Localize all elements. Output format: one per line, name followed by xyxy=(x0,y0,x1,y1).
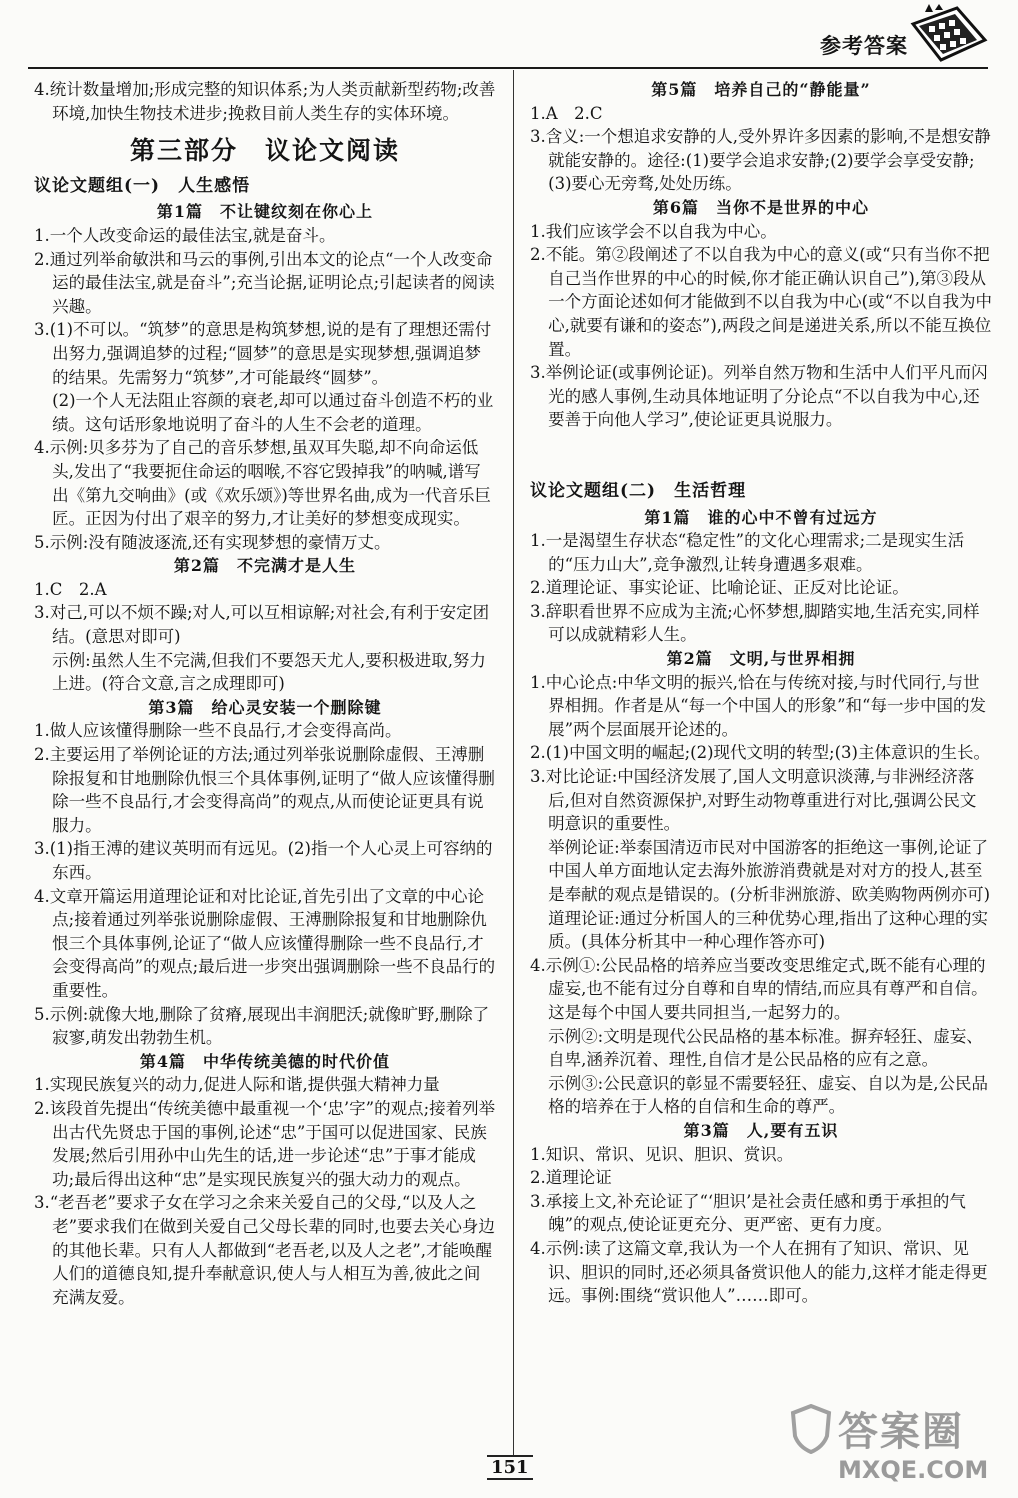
answer-item: 3.“老吾老”要求子女在学习之余来关爱自己的父母,“以及人之老”要求我们在做到关爱自己父母长辈的同时,也要去关心身边的其他长辈。只有人人都做到“老吾老,以及人之老”,才能唤醒人们的道德良知,提升奉献意识,使人与人相互为善,彼此之间充满友爱。 xyxy=(34,1193,495,1307)
article-title: 第3篇 人,要有五识 xyxy=(683,1120,839,1140)
answer-subitem: 示例:虽然人生不完满,但我们不要怨天尤人,要积极进取,努力上进。(符合文意,言之成理即可) xyxy=(52,650,486,694)
answer-item: 1.做人应该懂得删除一些不良品行,才会变得高尚。 xyxy=(34,721,402,741)
article-title: 第2篇 不完满才是人生 xyxy=(173,556,357,576)
answer-subitem: (2)一个人无法阻止容颜的衰老,却可以通过奋斗创造不朽的业绩。这句话形象地说明了奋斗的人生不会老的道理。 xyxy=(52,391,494,434)
answer-item: 3.对比论证:中国经济发展了,国人文明意识淡薄,与非洲经济落后,但对自然资源保护,对野生动物尊重进行对比,强调公民文明意识的重要性。 xyxy=(530,767,977,834)
answer-item: 5.示例:没有随波逐流,还有实现梦想的豪情万丈。 xyxy=(34,532,391,552)
answer-item: 3.(1)指王溥的建议英明而有远见。(2)指一个人心灵上可容纳的东西。 xyxy=(34,839,493,882)
answer-item: 2.(1)中国文明的崛起;(2)现代文明的转型;(3)主体意识的生长。 xyxy=(530,743,990,763)
answer-item: 2.不能。第②段阐述了不以自我为中心的意义(或“只有当你不把自己当作世界的中心的时候,你才能正确认识自己”),第③段从一个方面论述如何才能做到不以自我为中心(或“不以自我为中心,就要有谦和的姿态”),两段之间是递进关系,所以不能互换位置。 xyxy=(530,245,993,359)
answer-subitem: 举例论证:举泰国清迈市民对中国游客的拒绝这一事例,论证了中国人单方面地认定去海外旅游消费就是对对方的投人,甚至是奉献的观点是错误的。(分析非洲旅游、欧美购物两例亦可) xyxy=(548,837,991,904)
answer-item: 2.该段首先提出“传统美德中最重视一个‘忠’字”的观点;接着列举出古代先贤忠于国的事例,论述“忠”于国可以促进国家、民族发展;然后引用孙中山先生的话,进一步论述“忠”于事才能成功;最后得出这种“忠”是实现民族复兴的强大动力的观点。 xyxy=(34,1098,496,1189)
part-title: 第三部分 议论文阅读 xyxy=(129,136,400,166)
group-title: 议论文题组(二) 生活哲理 xyxy=(530,480,747,501)
spacer xyxy=(530,432,992,472)
answer-item: 5.示例:就像大地,删除了贫瘠,展现出丰润肥沃;就像旷野,删除了寂寥,萌发出勃勃生机。 xyxy=(34,1004,490,1048)
answer-item: 1.实现民族复兴的动力,促进人际和谐,提供强大精神力量 xyxy=(34,1075,440,1095)
left-column xyxy=(34,78,496,1309)
answer-item: 4.示例:贝多芬为了自己的音乐梦想,虽双耳失聪,却不向命运低头,发出了“我要扼住命运的咽喉,不容它毁掉我”的呐喊,谱写出《第九交响曲》(或《欢乐颂》)等世界名曲,成为一代音乐巨匠。正因为付出了艰辛的努力,才让美好的梦想变成现实。 xyxy=(34,438,492,529)
answer-item: 2.道理论证 xyxy=(530,1168,612,1188)
watermark xyxy=(790,1400,1010,1495)
answer-item: 1.我们应该学会不以自我为中心。 xyxy=(530,221,777,241)
column-divider xyxy=(513,70,514,1455)
page-number: 151 xyxy=(487,1455,533,1480)
header-title: 参考答案 xyxy=(820,33,908,58)
answer-item: 2.道理论证、事实论证、比喻论证、正反对比论证。 xyxy=(530,578,909,598)
group-title: 议论文题组(一) 人生感悟 xyxy=(34,175,251,196)
answer-item: 3.举例论证(或事例论证)。列举自然万物和生活中人们平凡而闪光的感人事例,生动具体地证明了分论点“不以自我为中心,还要善于向他人学习”,使论证更具说服力。 xyxy=(530,363,988,430)
answer-item: 2.通过列举俞敏洪和马云的事例,引出本文的论点“一个人改变命运的最佳法宝,就是奋斗”;充当论据,证明论点;引起读者的阅读兴趣。 xyxy=(34,249,495,316)
article-title: 第3篇 给心灵安装一个删除键 xyxy=(148,697,382,717)
answer-item: 4.示例①:公民品格的培养应当要改变思维定式,既不能有心理的虚妄,也不能有过分自尊和自卑的情结,而应具有尊严和自信。这是每个中国人要共同担当,一起努力的。 xyxy=(530,955,988,1022)
article-title: 第1篇 不让键纹刻在你心上 xyxy=(156,202,374,222)
shield-icon xyxy=(790,1404,832,1454)
answer-item: 2.主要运用了举例论证的方法;通过列举张说删除虚假、王溥删除报复和甘地删除仇恨三个具体事例,证明了“做人应该懂得删除一些不良品行,才会变得高尚”的观点,从而使论证更具有说服力。 xyxy=(34,745,495,835)
article-title: 第4篇 中华传统美德的时代价值 xyxy=(139,1051,391,1071)
answer-subitem: 示例③:公民意识的彰显不需要轻狂、虚妄、自以为是,公民品格的培养在于人格的自信和生命的尊严。 xyxy=(548,1073,988,1117)
book-logo-icon xyxy=(905,4,989,66)
answer-item: 4.文章开篇运用道理论证和对比论证,首先引出了文章的中心论点;接着通过列举张说删除虚假、王溥删除报复和甘地删除仇恨三个具体事例,论证了“做人应该懂得删除一些不良品行,才会变得高尚”的观点;最后进一步突出强调删除一些不良品行的重要性。 xyxy=(34,886,496,1000)
article-title: 第5篇 培养自己的“静能量” xyxy=(651,80,871,99)
answer-item: 3.对己,可以不烦不躁;对人,可以互相谅解;对社会,有利于安定团结。(意思对即可) xyxy=(34,603,490,647)
answer-item: 1.一个人改变命运的最佳法宝,就是奋斗。 xyxy=(34,225,336,245)
answer-subitem: 道理论证:通过分析国人的三种优势心理,指出了这种心理的实质。(具体分析其中一种心理作答亦可) xyxy=(548,908,988,952)
answer-item: 3.辞职看世界不应成为主流;心怀梦想,脚踏实地,生活充实,同样可以成就精彩人生。 xyxy=(530,601,980,645)
answer-item: 1.C 2.A xyxy=(34,579,107,599)
article-title: 第1篇 谁的心中不曾有过远方 xyxy=(644,507,878,527)
answer-item: 4.示例:读了这篇文章,我认为一个人在拥有了知识、常识、见识、胆识的同时,还必须具备赏识他人的能力,这样才能走得更远。事例:围绕“赏识他人”……即可。 xyxy=(530,1238,988,1306)
right-column xyxy=(530,78,992,1308)
answer-item: 1.一是渴望生存状态“稳定性”的文化心理需求;二是现实生活的“压力山大”,竞争激烈,让转身遭遇多艰难。 xyxy=(530,531,965,574)
header-rule xyxy=(28,67,988,69)
watermark-url: MXQE.COM xyxy=(838,1456,989,1484)
answer-item: 1.中心论点:中华文明的振兴,恰在与传统对接,与时代同行,与世界相拥。作者是从“每一个中国人的形象”和“每一步中国的发展”两个层面展开论述的。 xyxy=(530,672,986,739)
page-header xyxy=(0,0,1018,72)
answer-subitem: 示例②:文明是现代公民品格的基本标准。摒弃轻狂、虚妄、自卑,涵养沉着、理性,自信才是公民品格的应有之意。 xyxy=(548,1026,983,1070)
answer-item: 3.承接上文,补充论证了“‘胆识’是社会责任感和勇于承担的气魄”的观点,使论证更充分、更严密、更有力度。 xyxy=(530,1191,966,1235)
article-title: 第6篇 当你不是世界的中心 xyxy=(652,197,870,217)
watermark-text: 答案圈 xyxy=(838,1409,964,1455)
answer-item: 4.统计数量增加;形成完整的知识体系;为人类贡献新型药物;改善环境,加快生物技术进步;挽救目前人类生存的实体环境。 xyxy=(34,80,496,123)
answer-item: 1.知识、常识、见识、胆识、赏识。 xyxy=(530,1144,794,1164)
answer-item: 3.含义:一个想追求安静的人,受外界许多因素的影响,不是想安静就能安静的。途径:(1)要学会追求安静;(2)要学会享受安静;(3)要心无旁骛,处处历练。 xyxy=(530,127,991,194)
article-title: 第2篇 文明,与世界相拥 xyxy=(666,649,856,669)
answer-item: 1.A 2.C xyxy=(530,103,603,123)
answer-item: 3.(1)不可以。“筑梦”的意思是构筑梦想,说的是有了理想还需付出努力,强调追梦的过程;“圆梦”的意思是实现梦想,强调追梦的结果。先需努力“筑梦”,才可能最终“圆梦”。 xyxy=(34,320,492,387)
